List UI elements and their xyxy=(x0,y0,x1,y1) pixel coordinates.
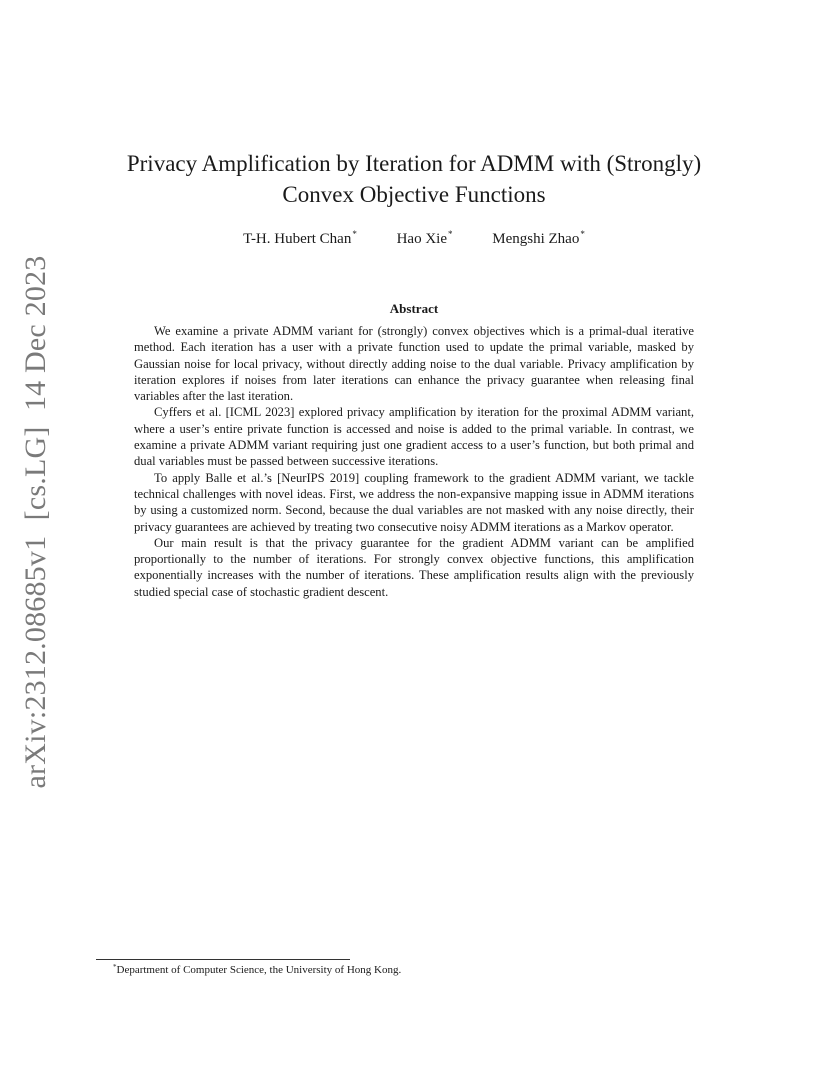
abstract-paragraph: Our main result is that the privacy guarantee for the gradient ADMM variant can be amplified proportionally to the number of iterations. For strongly convex objective functions, this amplification exponentially increases with the number of iterations. These amplification results align with the previously studied special case of stochastic gradient descent. xyxy=(134,535,694,599)
affiliation-mark: * xyxy=(580,229,585,239)
author-name: Hao Xie xyxy=(396,231,447,247)
author-2 xyxy=(397,229,453,248)
abstract-body xyxy=(134,323,694,600)
author-name: Mengshi Zhao xyxy=(492,231,580,247)
paper-title xyxy=(100,148,728,210)
abstract-heading: Abstract xyxy=(389,301,439,316)
affiliation-mark: * xyxy=(448,229,453,239)
author-name: T-H. Hubert Chan xyxy=(243,231,352,247)
paper-title-line-1: Privacy Amplification by Iteration for ADMM with (Strongly) xyxy=(126,151,702,176)
paper-title-line-2: Convex Objective Functions xyxy=(282,182,546,207)
arxiv-identifier: arXiv:2312.08685v1 [cs.LG] 14 Dec 2023 xyxy=(19,255,52,789)
footnote xyxy=(113,963,401,976)
author-3 xyxy=(492,229,585,248)
author-1 xyxy=(243,229,357,248)
footnote-mark: * xyxy=(113,963,117,971)
affiliation-mark: * xyxy=(352,229,357,239)
abstract-paragraph: Cyffers et al. [ICML 2023] explored privacy amplification by iteration for the proximal ADMM variant, where a user’s entire private function is accessed and noise is added to the primal variable. In contrast, we examine a private ADMM variant requiring just one gradient access to a user’s function, but both primal and dual variables must be passed between successive iterations. xyxy=(134,405,694,469)
footnote-divider xyxy=(96,959,350,960)
footnote-text: Department of Computer Science, the University of Hong Kong. xyxy=(116,964,402,976)
abstract-paragraph: To apply Balle et al.’s [NeurIPS 2019] coupling framework to the gradient ADMM variant, we tackle technical challenges with novel ideas. First, we address the non-expansive mapping issue in ADMM iterations by using a customized norm. Second, because the dual variables are not masked with any noise directly, their privacy guarantees are achieved by treating two consecutive noisy ADMM iterations as a Markov operator. xyxy=(134,470,694,534)
abstract-paragraph: We examine a private ADMM variant for (strongly) convex objectives which is a primal-dual iterative method. Each iteration has a user with a private function used to update the primal variable, masked by Gaussian noise for local privacy, without directly adding noise to the dual variable. Privacy amplification by iteration explores if noises from later iterations can enhance the privacy guarantee when releasing final variables after the last iteration. xyxy=(134,324,694,404)
author-list xyxy=(0,229,828,248)
